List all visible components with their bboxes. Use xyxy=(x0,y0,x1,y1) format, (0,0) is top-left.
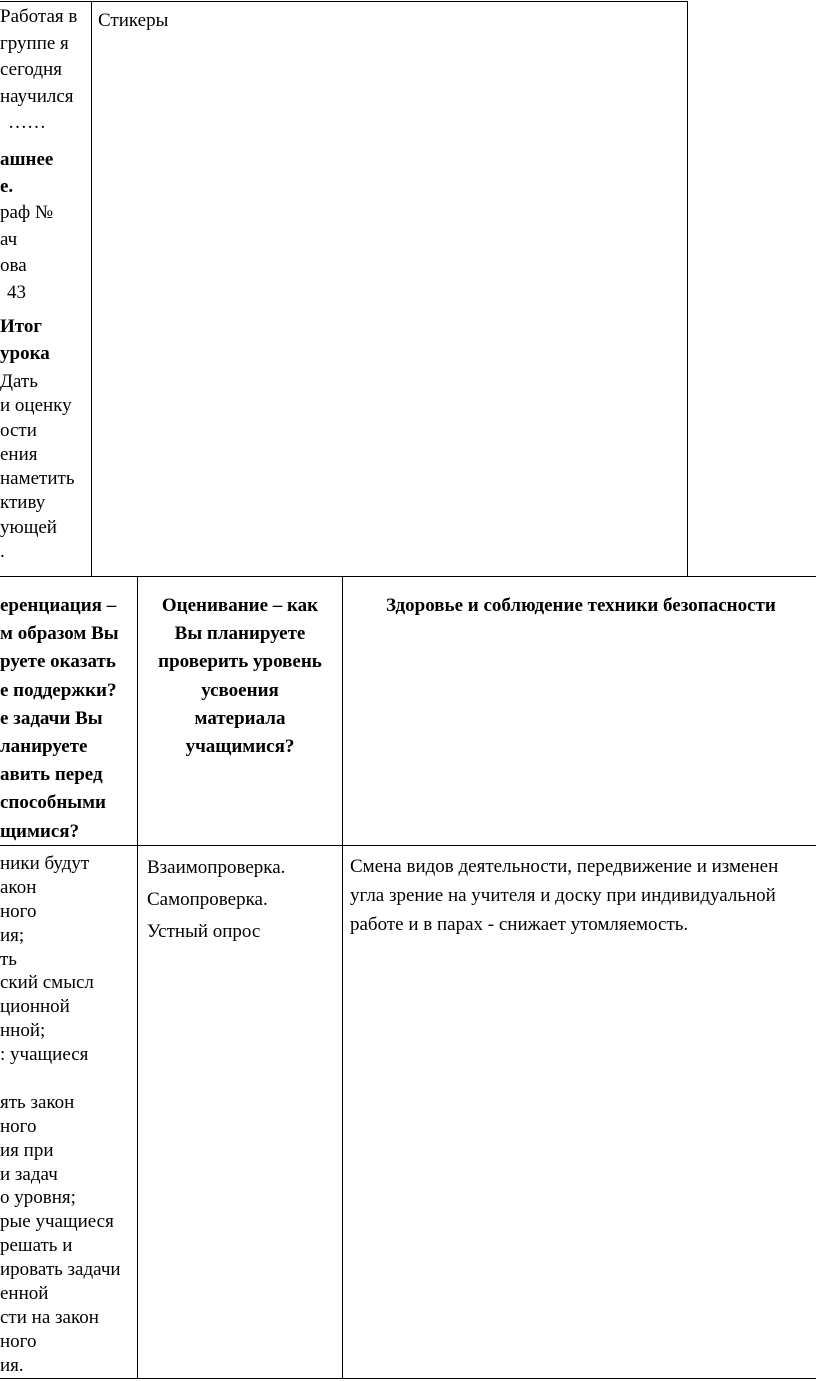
line: Устный опрос xyxy=(147,921,261,942)
line: е поддержки? xyxy=(0,679,117,701)
line: …… xyxy=(8,112,46,133)
top-table-top-border xyxy=(0,1,688,2)
top-table-right-border xyxy=(687,1,688,576)
line: группе я xyxy=(0,32,69,54)
line: ного xyxy=(0,1115,37,1137)
line: Смена видов деятельности, передвижение и изменен xyxy=(350,856,779,877)
line: рые учащиеся xyxy=(0,1211,114,1233)
line: ующей xyxy=(0,516,57,538)
assessment-body xyxy=(147,852,285,948)
differentiation-body xyxy=(0,852,121,1378)
line: руете оказать xyxy=(0,651,116,673)
differentiation-header xyxy=(0,592,119,846)
line: ктиву xyxy=(0,492,46,514)
bottom-col-divider-2 xyxy=(342,576,343,1379)
line: авить перед xyxy=(0,764,103,786)
line: е задачи Вы xyxy=(0,707,103,729)
line: : учащиеся xyxy=(0,1044,89,1066)
line: Дать xyxy=(0,371,38,392)
line: Вы планируете xyxy=(174,623,306,645)
line: сти на закон xyxy=(0,1306,99,1328)
assessment-header xyxy=(138,592,342,761)
line: Оценивание – как xyxy=(161,595,319,616)
line: ть xyxy=(0,948,17,970)
top-table-mid-border xyxy=(91,1,92,576)
line: учащимися? xyxy=(185,735,295,757)
line: угла зрение на учителя и доску при индивидуальной xyxy=(350,885,776,906)
line: щимися? xyxy=(0,820,80,842)
line: ного xyxy=(0,1330,37,1352)
stickers-label: Стикеры xyxy=(98,10,169,31)
line: урока xyxy=(0,342,50,364)
line: ия при xyxy=(0,1139,54,1161)
bottom-table-top-border xyxy=(0,576,816,577)
line: Взаимопроверка. xyxy=(147,857,286,878)
line: ники будут xyxy=(0,853,90,874)
line: ова xyxy=(0,255,27,276)
line: . xyxy=(0,541,5,563)
bottom-table-header-divider xyxy=(0,845,816,846)
line: Самопроверка. xyxy=(147,889,268,910)
line: способными xyxy=(0,792,106,814)
health-safety-body xyxy=(350,852,778,939)
line: ланируете xyxy=(0,735,88,757)
line: акон xyxy=(0,876,37,898)
line: ного xyxy=(0,900,37,922)
line: решать и xyxy=(0,1235,73,1257)
line: работе и в парах - снижает утомляемость. xyxy=(350,914,689,935)
line: 43 xyxy=(7,281,26,303)
line: ия. xyxy=(0,1354,24,1376)
line: ционной xyxy=(0,996,70,1018)
homework-title-line: е. xyxy=(0,175,14,197)
line: и задач xyxy=(0,1163,58,1185)
line: ач xyxy=(0,228,18,250)
line: ия; xyxy=(0,924,25,946)
line: енной xyxy=(0,1283,49,1305)
line: ения xyxy=(0,443,38,465)
homework-title-line: ашнее xyxy=(0,149,54,170)
line: еренциация – xyxy=(0,595,117,616)
lesson-result-description xyxy=(0,370,75,564)
line: ский смысл xyxy=(0,972,94,994)
line: и оценку xyxy=(0,395,72,417)
self-reflection-text xyxy=(0,4,77,137)
line: ировать задачи xyxy=(0,1259,121,1281)
bottom-table-bottom-border xyxy=(0,1378,816,1379)
line: сегодня xyxy=(0,59,62,80)
line: проверить уровень xyxy=(158,651,322,673)
line: нной; xyxy=(0,1020,46,1042)
line: Работая в xyxy=(0,6,78,27)
lesson-result-title xyxy=(0,314,50,367)
health-safety-header: Здоровье и соблюдение техники безопасности xyxy=(386,595,776,616)
line: ять закон xyxy=(0,1091,75,1113)
line: материала xyxy=(194,707,286,729)
line: Итог xyxy=(0,316,42,337)
line xyxy=(0,1067,121,1091)
line: наметить xyxy=(0,468,75,490)
homework-text xyxy=(0,147,53,306)
line: раф № xyxy=(0,202,54,223)
line: м образом Вы xyxy=(0,623,119,645)
line: о уровня; xyxy=(0,1187,76,1209)
line: научился xyxy=(0,85,74,107)
line: усвоения xyxy=(201,679,279,701)
line: ости xyxy=(0,419,37,441)
